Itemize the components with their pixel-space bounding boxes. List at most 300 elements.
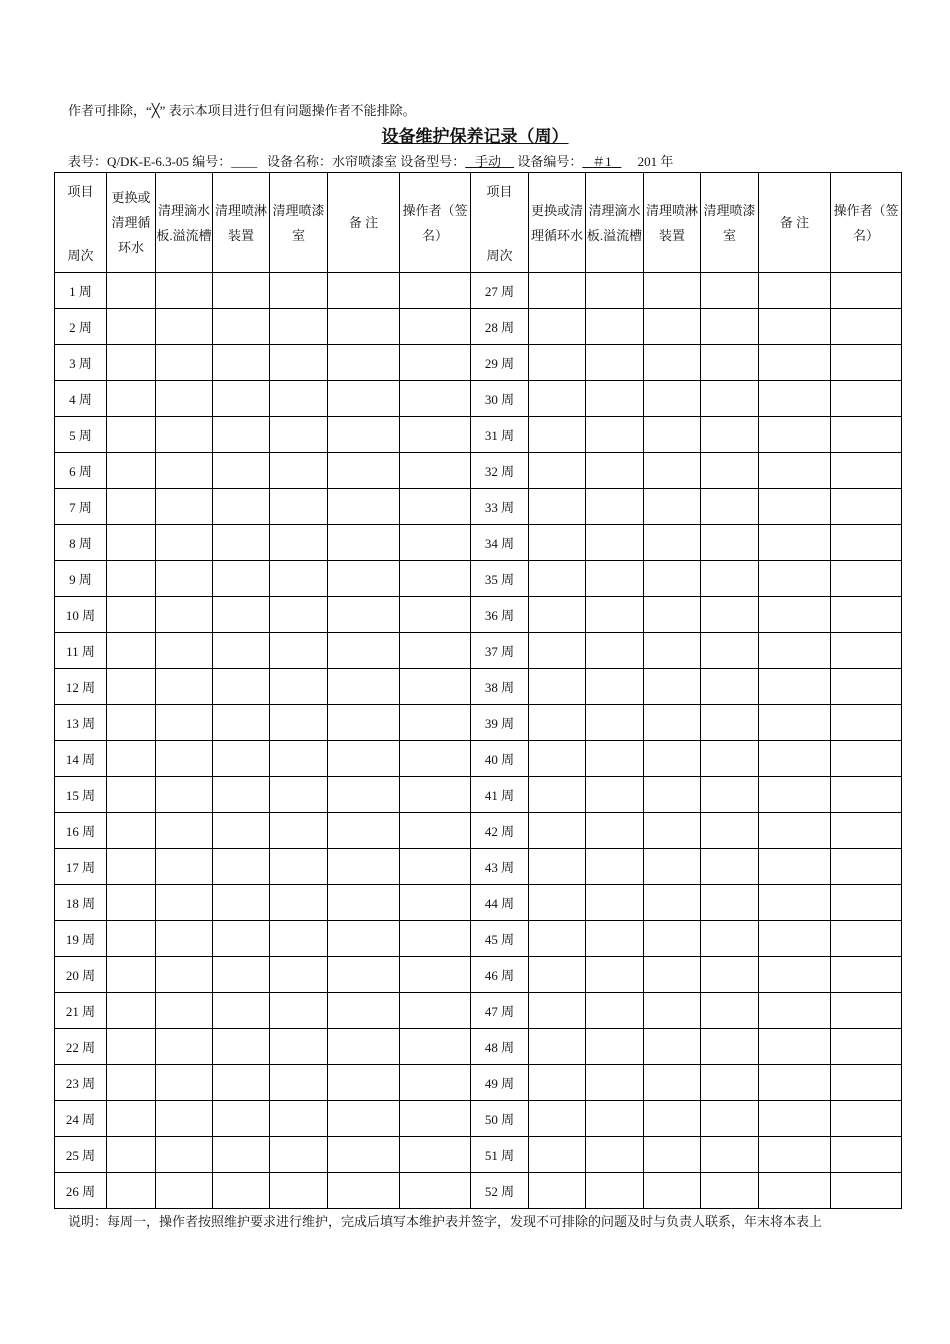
- entry-cell[interactable]: [644, 849, 701, 885]
- entry-cell[interactable]: [156, 273, 213, 309]
- entry-cell[interactable]: [529, 849, 586, 885]
- entry-cell[interactable]: [644, 489, 701, 525]
- entry-cell[interactable]: [701, 1173, 759, 1209]
- entry-cell[interactable]: [529, 309, 586, 345]
- entry-cell[interactable]: [213, 561, 270, 597]
- entry-cell[interactable]: [644, 1173, 701, 1209]
- entry-cell[interactable]: [213, 1173, 270, 1209]
- entry-cell[interactable]: [270, 597, 328, 633]
- entry-cell[interactable]: [107, 273, 156, 309]
- entry-cell[interactable]: [644, 921, 701, 957]
- entry-cell[interactable]: [107, 813, 156, 849]
- entry-cell[interactable]: [156, 921, 213, 957]
- entry-cell[interactable]: [586, 957, 644, 993]
- entry-cell[interactable]: [644, 669, 701, 705]
- entry-cell[interactable]: [831, 453, 902, 489]
- entry-cell[interactable]: [213, 1101, 270, 1137]
- entry-cell[interactable]: [759, 741, 831, 777]
- entry-cell[interactable]: [759, 417, 831, 453]
- entry-cell[interactable]: [213, 525, 270, 561]
- entry-cell[interactable]: [644, 381, 701, 417]
- entry-cell[interactable]: [213, 1029, 270, 1065]
- entry-cell[interactable]: [156, 741, 213, 777]
- entry-cell[interactable]: [328, 1065, 400, 1101]
- entry-cell[interactable]: [400, 849, 471, 885]
- entry-cell[interactable]: [701, 489, 759, 525]
- entry-cell[interactable]: [759, 705, 831, 741]
- entry-cell[interactable]: [270, 849, 328, 885]
- entry-cell[interactable]: [156, 669, 213, 705]
- entry-cell[interactable]: [156, 993, 213, 1029]
- entry-cell[interactable]: [270, 525, 328, 561]
- entry-cell[interactable]: [586, 561, 644, 597]
- entry-cell[interactable]: [529, 921, 586, 957]
- entry-cell[interactable]: [586, 633, 644, 669]
- entry-cell[interactable]: [701, 273, 759, 309]
- entry-cell[interactable]: [831, 633, 902, 669]
- entry-cell[interactable]: [107, 1065, 156, 1101]
- entry-cell[interactable]: [831, 957, 902, 993]
- entry-cell[interactable]: [701, 705, 759, 741]
- entry-cell[interactable]: [400, 1137, 471, 1173]
- entry-cell[interactable]: [831, 525, 902, 561]
- entry-cell[interactable]: [328, 345, 400, 381]
- entry-cell[interactable]: [400, 381, 471, 417]
- entry-cell[interactable]: [529, 705, 586, 741]
- entry-cell[interactable]: [107, 921, 156, 957]
- entry-cell[interactable]: [156, 597, 213, 633]
- entry-cell[interactable]: [529, 741, 586, 777]
- entry-cell[interactable]: [270, 309, 328, 345]
- entry-cell[interactable]: [156, 525, 213, 561]
- entry-cell[interactable]: [270, 453, 328, 489]
- entry-cell[interactable]: [644, 813, 701, 849]
- entry-cell[interactable]: [328, 597, 400, 633]
- entry-cell[interactable]: [701, 849, 759, 885]
- entry-cell[interactable]: [107, 1137, 156, 1173]
- entry-cell[interactable]: [701, 453, 759, 489]
- entry-cell[interactable]: [107, 1029, 156, 1065]
- entry-cell[interactable]: [529, 1173, 586, 1209]
- entry-cell[interactable]: [586, 921, 644, 957]
- entry-cell[interactable]: [529, 345, 586, 381]
- entry-cell[interactable]: [586, 813, 644, 849]
- entry-cell[interactable]: [701, 309, 759, 345]
- entry-cell[interactable]: [328, 957, 400, 993]
- entry-cell[interactable]: [213, 1065, 270, 1101]
- entry-cell[interactable]: [213, 273, 270, 309]
- entry-cell[interactable]: [270, 1029, 328, 1065]
- entry-cell[interactable]: [586, 1137, 644, 1173]
- entry-cell[interactable]: [831, 921, 902, 957]
- entry-cell[interactable]: [586, 489, 644, 525]
- entry-cell[interactable]: [156, 1065, 213, 1101]
- entry-cell[interactable]: [529, 561, 586, 597]
- entry-cell[interactable]: [759, 597, 831, 633]
- entry-cell[interactable]: [156, 885, 213, 921]
- entry-cell[interactable]: [400, 705, 471, 741]
- entry-cell[interactable]: [529, 453, 586, 489]
- entry-cell[interactable]: [400, 345, 471, 381]
- entry-cell[interactable]: [107, 885, 156, 921]
- entry-cell[interactable]: [759, 777, 831, 813]
- entry-cell[interactable]: [701, 633, 759, 669]
- entry-cell[interactable]: [328, 633, 400, 669]
- entry-cell[interactable]: [529, 1029, 586, 1065]
- entry-cell[interactable]: [644, 273, 701, 309]
- entry-cell[interactable]: [644, 525, 701, 561]
- entry-cell[interactable]: [831, 1101, 902, 1137]
- entry-cell[interactable]: [529, 417, 586, 453]
- entry-cell[interactable]: [270, 669, 328, 705]
- entry-cell[interactable]: [400, 273, 471, 309]
- entry-cell[interactable]: [831, 993, 902, 1029]
- entry-cell[interactable]: [759, 1065, 831, 1101]
- entry-cell[interactable]: [529, 597, 586, 633]
- entry-cell[interactable]: [586, 1029, 644, 1065]
- entry-cell[interactable]: [759, 813, 831, 849]
- entry-cell[interactable]: [644, 1065, 701, 1101]
- entry-cell[interactable]: [270, 1173, 328, 1209]
- entry-cell[interactable]: [644, 345, 701, 381]
- entry-cell[interactable]: [586, 741, 644, 777]
- entry-cell[interactable]: [156, 453, 213, 489]
- entry-cell[interactable]: [328, 1173, 400, 1209]
- entry-cell[interactable]: [831, 273, 902, 309]
- entry-cell[interactable]: [759, 993, 831, 1029]
- entry-cell[interactable]: [213, 993, 270, 1029]
- entry-cell[interactable]: [107, 849, 156, 885]
- entry-cell[interactable]: [156, 417, 213, 453]
- entry-cell[interactable]: [701, 993, 759, 1029]
- entry-cell[interactable]: [107, 633, 156, 669]
- entry-cell[interactable]: [213, 885, 270, 921]
- entry-cell[interactable]: [400, 957, 471, 993]
- entry-cell[interactable]: [529, 381, 586, 417]
- entry-cell[interactable]: [328, 813, 400, 849]
- entry-cell[interactable]: [328, 993, 400, 1029]
- entry-cell[interactable]: [644, 741, 701, 777]
- entry-cell[interactable]: [644, 1101, 701, 1137]
- entry-cell[interactable]: [831, 381, 902, 417]
- entry-cell[interactable]: [213, 813, 270, 849]
- entry-cell[interactable]: [701, 525, 759, 561]
- entry-cell[interactable]: [759, 525, 831, 561]
- entry-cell[interactable]: [213, 381, 270, 417]
- entry-cell[interactable]: [270, 417, 328, 453]
- entry-cell[interactable]: [759, 1137, 831, 1173]
- entry-cell[interactable]: [328, 1101, 400, 1137]
- entry-cell[interactable]: [107, 669, 156, 705]
- entry-cell[interactable]: [701, 1065, 759, 1101]
- entry-cell[interactable]: [156, 777, 213, 813]
- entry-cell[interactable]: [831, 417, 902, 453]
- entry-cell[interactable]: [328, 777, 400, 813]
- entry-cell[interactable]: [328, 309, 400, 345]
- entry-cell[interactable]: [107, 1101, 156, 1137]
- entry-cell[interactable]: [107, 525, 156, 561]
- entry-cell[interactable]: [759, 453, 831, 489]
- entry-cell[interactable]: [759, 561, 831, 597]
- entry-cell[interactable]: [831, 777, 902, 813]
- entry-cell[interactable]: [831, 849, 902, 885]
- entry-cell[interactable]: [400, 921, 471, 957]
- entry-cell[interactable]: [213, 957, 270, 993]
- entry-cell[interactable]: [586, 309, 644, 345]
- entry-cell[interactable]: [270, 273, 328, 309]
- entry-cell[interactable]: [156, 1101, 213, 1137]
- entry-cell[interactable]: [270, 813, 328, 849]
- entry-cell[interactable]: [529, 1101, 586, 1137]
- entry-cell[interactable]: [701, 813, 759, 849]
- entry-cell[interactable]: [586, 381, 644, 417]
- entry-cell[interactable]: [529, 813, 586, 849]
- entry-cell[interactable]: [400, 777, 471, 813]
- entry-cell[interactable]: [529, 993, 586, 1029]
- entry-cell[interactable]: [213, 705, 270, 741]
- entry-cell[interactable]: [701, 1137, 759, 1173]
- entry-cell[interactable]: [156, 633, 213, 669]
- entry-cell[interactable]: [328, 921, 400, 957]
- entry-cell[interactable]: [156, 849, 213, 885]
- entry-cell[interactable]: [400, 1173, 471, 1209]
- entry-cell[interactable]: [759, 921, 831, 957]
- entry-cell[interactable]: [328, 1137, 400, 1173]
- entry-cell[interactable]: [759, 849, 831, 885]
- entry-cell[interactable]: [644, 1029, 701, 1065]
- entry-cell[interactable]: [213, 669, 270, 705]
- entry-cell[interactable]: [831, 1137, 902, 1173]
- entry-cell[interactable]: [328, 669, 400, 705]
- entry-cell[interactable]: [586, 597, 644, 633]
- entry-cell[interactable]: [156, 1173, 213, 1209]
- entry-cell[interactable]: [328, 525, 400, 561]
- entry-cell[interactable]: [270, 489, 328, 525]
- entry-cell[interactable]: [156, 957, 213, 993]
- entry-cell[interactable]: [831, 309, 902, 345]
- entry-cell[interactable]: [213, 777, 270, 813]
- entry-cell[interactable]: [400, 741, 471, 777]
- entry-cell[interactable]: [156, 489, 213, 525]
- entry-cell[interactable]: [644, 885, 701, 921]
- entry-cell[interactable]: [270, 1065, 328, 1101]
- entry-cell[interactable]: [831, 1029, 902, 1065]
- entry-cell[interactable]: [213, 741, 270, 777]
- entry-cell[interactable]: [270, 633, 328, 669]
- entry-cell[interactable]: [400, 561, 471, 597]
- entry-cell[interactable]: [328, 705, 400, 741]
- entry-cell[interactable]: [644, 993, 701, 1029]
- entry-cell[interactable]: [400, 993, 471, 1029]
- entry-cell[interactable]: [107, 993, 156, 1029]
- entry-cell[interactable]: [107, 309, 156, 345]
- entry-cell[interactable]: [701, 1029, 759, 1065]
- entry-cell[interactable]: [831, 669, 902, 705]
- entry-cell[interactable]: [529, 885, 586, 921]
- entry-cell[interactable]: [586, 993, 644, 1029]
- entry-cell[interactable]: [400, 669, 471, 705]
- entry-cell[interactable]: [156, 561, 213, 597]
- entry-cell[interactable]: [759, 957, 831, 993]
- entry-cell[interactable]: [328, 381, 400, 417]
- entry-cell[interactable]: [586, 777, 644, 813]
- entry-cell[interactable]: [644, 957, 701, 993]
- entry-cell[interactable]: [107, 1173, 156, 1209]
- entry-cell[interactable]: [831, 345, 902, 381]
- entry-cell[interactable]: [701, 381, 759, 417]
- entry-cell[interactable]: [107, 705, 156, 741]
- entry-cell[interactable]: [400, 1101, 471, 1137]
- entry-cell[interactable]: [213, 1137, 270, 1173]
- entry-cell[interactable]: [213, 849, 270, 885]
- entry-cell[interactable]: [701, 777, 759, 813]
- entry-cell[interactable]: [759, 309, 831, 345]
- entry-cell[interactable]: [701, 597, 759, 633]
- entry-cell[interactable]: [586, 453, 644, 489]
- entry-cell[interactable]: [831, 705, 902, 741]
- entry-cell[interactable]: [586, 885, 644, 921]
- entry-cell[interactable]: [586, 273, 644, 309]
- entry-cell[interactable]: [586, 849, 644, 885]
- entry-cell[interactable]: [107, 489, 156, 525]
- entry-cell[interactable]: [529, 525, 586, 561]
- entry-cell[interactable]: [831, 597, 902, 633]
- entry-cell[interactable]: [107, 561, 156, 597]
- entry-cell[interactable]: [213, 633, 270, 669]
- entry-cell[interactable]: [529, 633, 586, 669]
- entry-cell[interactable]: [107, 741, 156, 777]
- entry-cell[interactable]: [270, 777, 328, 813]
- entry-cell[interactable]: [831, 1065, 902, 1101]
- entry-cell[interactable]: [759, 1173, 831, 1209]
- entry-cell[interactable]: [644, 1137, 701, 1173]
- entry-cell[interactable]: [107, 345, 156, 381]
- entry-cell[interactable]: [529, 1065, 586, 1101]
- entry-cell[interactable]: [644, 633, 701, 669]
- entry-cell[interactable]: [701, 741, 759, 777]
- entry-cell[interactable]: [759, 381, 831, 417]
- entry-cell[interactable]: [701, 957, 759, 993]
- entry-cell[interactable]: [701, 921, 759, 957]
- entry-cell[interactable]: [270, 345, 328, 381]
- entry-cell[interactable]: [156, 813, 213, 849]
- entry-cell[interactable]: [759, 633, 831, 669]
- entry-cell[interactable]: [213, 453, 270, 489]
- entry-cell[interactable]: [270, 957, 328, 993]
- entry-cell[interactable]: [529, 669, 586, 705]
- entry-cell[interactable]: [701, 345, 759, 381]
- entry-cell[interactable]: [400, 813, 471, 849]
- entry-cell[interactable]: [759, 1029, 831, 1065]
- entry-cell[interactable]: [586, 705, 644, 741]
- entry-cell[interactable]: [644, 561, 701, 597]
- entry-cell[interactable]: [328, 453, 400, 489]
- entry-cell[interactable]: [156, 1137, 213, 1173]
- entry-cell[interactable]: [586, 1173, 644, 1209]
- entry-cell[interactable]: [831, 741, 902, 777]
- entry-cell[interactable]: [831, 561, 902, 597]
- entry-cell[interactable]: [759, 885, 831, 921]
- entry-cell[interactable]: [400, 1029, 471, 1065]
- entry-cell[interactable]: [831, 813, 902, 849]
- entry-cell[interactable]: [400, 417, 471, 453]
- entry-cell[interactable]: [586, 1101, 644, 1137]
- entry-cell[interactable]: [270, 741, 328, 777]
- entry-cell[interactable]: [759, 669, 831, 705]
- entry-cell[interactable]: [213, 489, 270, 525]
- entry-cell[interactable]: [644, 453, 701, 489]
- entry-cell[interactable]: [759, 345, 831, 381]
- entry-cell[interactable]: [400, 885, 471, 921]
- entry-cell[interactable]: [107, 957, 156, 993]
- entry-cell[interactable]: [328, 489, 400, 525]
- entry-cell[interactable]: [213, 309, 270, 345]
- entry-cell[interactable]: [831, 1173, 902, 1209]
- entry-cell[interactable]: [213, 345, 270, 381]
- entry-cell[interactable]: [644, 597, 701, 633]
- entry-cell[interactable]: [328, 417, 400, 453]
- entry-cell[interactable]: [400, 597, 471, 633]
- entry-cell[interactable]: [701, 561, 759, 597]
- entry-cell[interactable]: [270, 993, 328, 1029]
- entry-cell[interactable]: [529, 777, 586, 813]
- entry-cell[interactable]: [701, 1101, 759, 1137]
- entry-cell[interactable]: [328, 561, 400, 597]
- entry-cell[interactable]: [107, 453, 156, 489]
- entry-cell[interactable]: [328, 273, 400, 309]
- entry-cell[interactable]: [270, 885, 328, 921]
- entry-cell[interactable]: [328, 885, 400, 921]
- entry-cell[interactable]: [156, 345, 213, 381]
- entry-cell[interactable]: [107, 777, 156, 813]
- entry-cell[interactable]: [156, 381, 213, 417]
- entry-cell[interactable]: [328, 849, 400, 885]
- entry-cell[interactable]: [400, 633, 471, 669]
- entry-cell[interactable]: [759, 1101, 831, 1137]
- entry-cell[interactable]: [107, 381, 156, 417]
- entry-cell[interactable]: [270, 561, 328, 597]
- entry-cell[interactable]: [400, 453, 471, 489]
- entry-cell[interactable]: [529, 1137, 586, 1173]
- entry-cell[interactable]: [270, 381, 328, 417]
- entry-cell[interactable]: [529, 489, 586, 525]
- entry-cell[interactable]: [213, 417, 270, 453]
- entry-cell[interactable]: [759, 489, 831, 525]
- entry-cell[interactable]: [831, 885, 902, 921]
- entry-cell[interactable]: [759, 273, 831, 309]
- entry-cell[interactable]: [701, 885, 759, 921]
- entry-cell[interactable]: [586, 417, 644, 453]
- entry-cell[interactable]: [270, 1101, 328, 1137]
- entry-cell[interactable]: [270, 921, 328, 957]
- entry-cell[interactable]: [644, 417, 701, 453]
- entry-cell[interactable]: [586, 525, 644, 561]
- entry-cell[interactable]: [400, 489, 471, 525]
- entry-cell[interactable]: [586, 669, 644, 705]
- entry-cell[interactable]: [644, 309, 701, 345]
- entry-cell[interactable]: [328, 1029, 400, 1065]
- entry-cell[interactable]: [270, 705, 328, 741]
- entry-cell[interactable]: [400, 525, 471, 561]
- entry-cell[interactable]: [400, 1065, 471, 1101]
- entry-cell[interactable]: [831, 489, 902, 525]
- entry-cell[interactable]: [701, 669, 759, 705]
- entry-cell[interactable]: [213, 597, 270, 633]
- entry-cell[interactable]: [644, 777, 701, 813]
- entry-cell[interactable]: [586, 345, 644, 381]
- entry-cell[interactable]: [529, 273, 586, 309]
- entry-cell[interactable]: [270, 1137, 328, 1173]
